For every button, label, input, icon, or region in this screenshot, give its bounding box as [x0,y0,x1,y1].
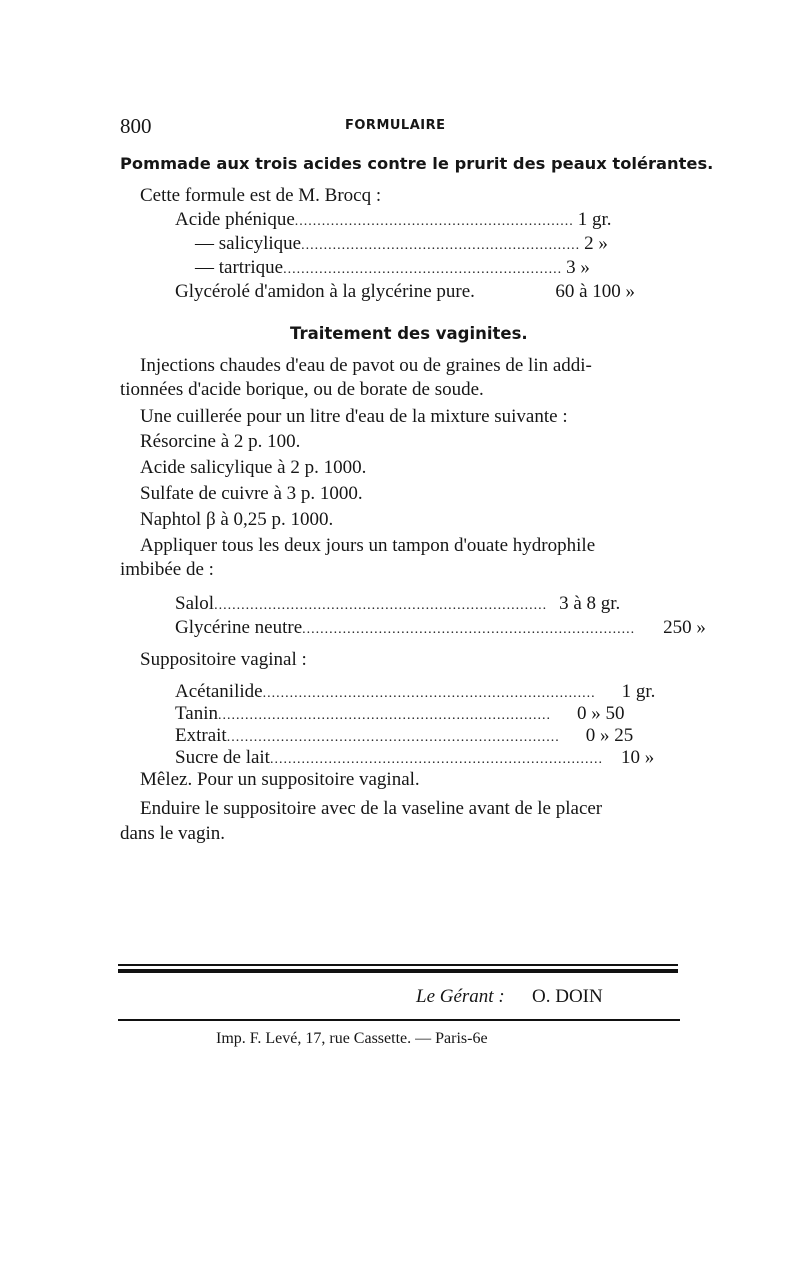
ingredient-qty: 0 » 50 [577,703,625,724]
mixture-item: Sulfate de cuivre à 3 p. 1000. [140,483,363,504]
paragraph-line: Injections chaudes d'eau de pavot ou de graines de lin addi- [140,355,592,376]
footer-rule [118,1019,680,1021]
ingredient-qty: 60 à 100 » [555,281,635,302]
mixture-item: Acide salicylique à 2 p. 1000. [140,457,367,478]
recipe-row [175,281,635,303]
suppository-row [175,747,655,769]
mixture-item: Naphtol β à 0,25 p. 1000. [140,509,334,530]
double-rule-top [118,964,678,966]
tampon-row [175,617,706,639]
leader-dots: .......................................................................... [262,686,596,701]
recipe-row [175,209,635,231]
double-rule-bottom [118,969,678,973]
ingredient-qty: 10 » [620,747,655,768]
ingredient-qty: 2 » [584,233,608,254]
ingredient-name: — tartrique [195,257,284,278]
leader-dots: .............................................................. [283,262,563,277]
page-number: 800 [120,114,152,138]
paragraph-line: Appliquer tous les deux jours un tampon d'ouate hydrophile [140,535,596,556]
ingredient-name: Glycérine neutre [175,617,303,638]
running-title: FORMULAIRE [345,118,446,133]
ingredient-name: — salicylique [195,233,302,254]
suppository-row [175,725,634,747]
leader-dots: .......................................................................... [214,598,548,613]
gerant-name: O. DOIN [532,986,603,1007]
leader-dots: .......................................................................... [226,730,560,745]
leader-dots: .......................................................................... [302,622,636,637]
imprint: Imp. F. Levé, 17, rue Cassette. — Paris-6e [216,1030,488,1047]
ingredient-name: Extrait [175,725,227,746]
mixture-item: Résorcine à 2 p. 100. [140,431,301,452]
ingredient-qty: 250 » [663,617,706,638]
paragraph-line: tionnées d'acide borique, ou de borate de soude. [120,379,484,400]
leader-dots: .......................................................................... [218,708,551,723]
gerant-label: Le Gérant : [416,986,505,1007]
paragraph-line: dans le vagin. [120,823,226,844]
ingredient-name: Glycérolé d'amidon à la glycérine pure. [175,281,475,302]
ingredient-name: Acétanilide [175,681,263,702]
leader-dots: .............................................................. [301,238,581,253]
ingredient-qty: 1 gr. [577,209,612,230]
ingredient-qty: 3 » [566,257,590,278]
paragraph-line: imbibée de : [120,559,214,580]
paragraph-line: Enduire le suppositoire avec de la vaseline avant de le placer [140,798,603,819]
ingredient-name: Salol [175,593,215,614]
recipe-row [195,257,635,279]
ingredient-qty: 0 » 25 [585,725,634,746]
ingredient-name: Sucre de lait [175,747,270,768]
section-title-pommade: Pommade aux trois acides contre le prurit des peaux tolérantes. [120,154,714,173]
suppository-label: Suppositoire vaginal : [140,649,307,670]
suppository-row [175,681,656,703]
paragraph-line: Une cuillerée pour un litre d'eau de la mixture suivante : [140,406,568,427]
section-title-vaginites: Traitement des vaginites. [290,324,528,343]
melez-text: Mêlez. Pour un suppositoire vaginal. [140,769,420,790]
suppository-row [175,703,630,725]
intro-text: Cette formule est de M. Brocq : [140,185,382,206]
ingredient-qty: 3 à 8 gr. [559,593,621,614]
ingredient-name: Tanin [175,703,218,724]
leader-dots: .......................................................................... [269,752,603,767]
leader-dots: .............................................................. [294,214,574,229]
ingredient-qty: 1 gr. [621,681,656,702]
recipe-row [195,233,635,255]
ingredient-name: Acide phénique [175,209,295,230]
tampon-row [175,593,630,615]
